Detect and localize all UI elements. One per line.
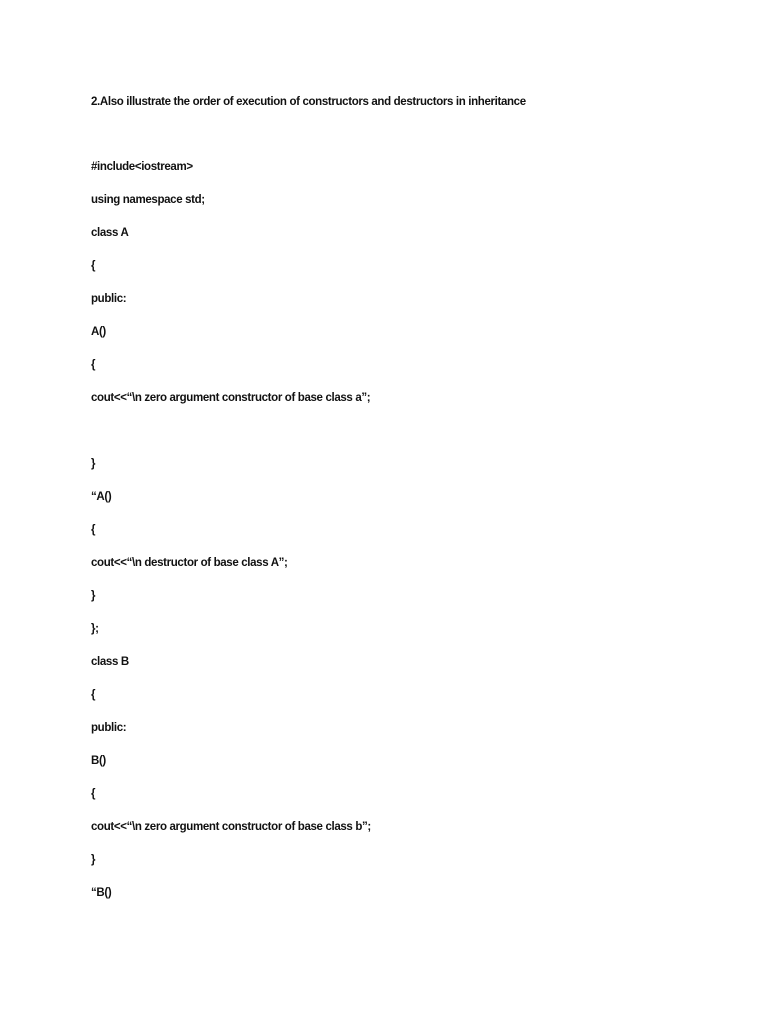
code-line: “A(): [91, 491, 112, 503]
code-line: {: [91, 524, 96, 536]
code-line: public:: [91, 293, 127, 305]
code-line: #include<iostream>: [91, 161, 193, 173]
code-line: class B: [91, 656, 129, 668]
code-line: {: [91, 260, 96, 272]
code-line: B(): [91, 755, 106, 767]
code-line: A(): [91, 326, 106, 338]
code-line: class A: [91, 227, 129, 239]
code-line: cout<<“\n destructor of base class A”;: [91, 557, 288, 569]
code-line: using namespace std;: [91, 194, 205, 206]
code-line: }: [91, 854, 96, 866]
code-line: {: [91, 359, 96, 371]
code-line: };: [91, 623, 99, 635]
code-line: cout<<“\n zero argument constructor of base class a”;: [91, 392, 371, 404]
code-line: }: [91, 458, 96, 470]
code-line: {: [91, 788, 96, 800]
code-line: public:: [91, 722, 127, 734]
code-line: {: [91, 689, 96, 701]
code-line: “B(): [91, 887, 112, 899]
code-line: }: [91, 590, 96, 602]
code-line: cout<<“\n zero argument constructor of base class b”;: [91, 821, 371, 833]
question-heading: 2.Also illustrate the order of execution of constructors and destructors in inheritance: [91, 96, 526, 108]
